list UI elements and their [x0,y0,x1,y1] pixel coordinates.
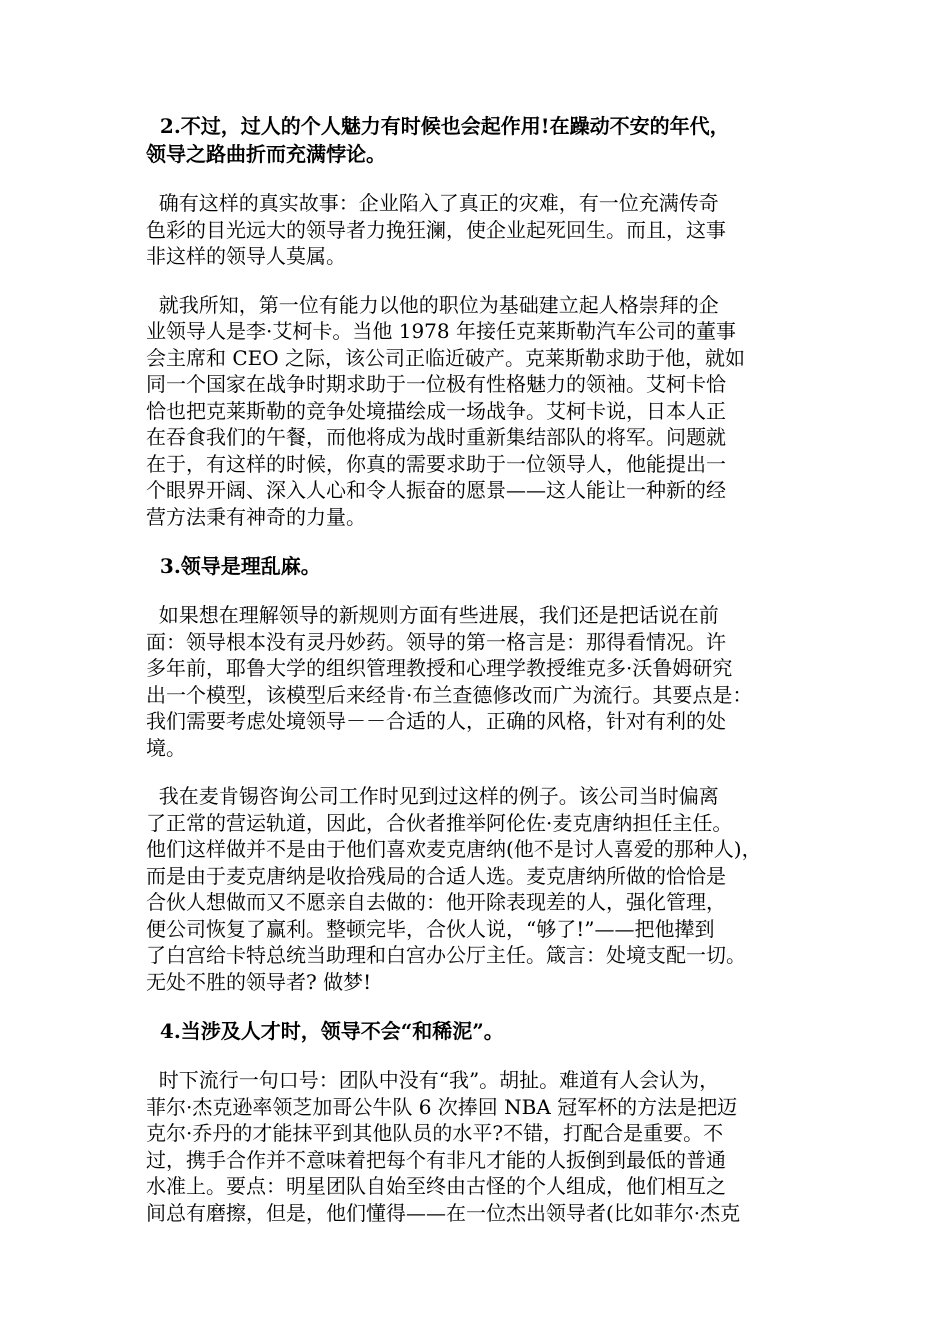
paragraph-line: 如果想在理解领导的新规则方面有些进展，我们还是把话说在前 [146,603,719,627]
paragraph-line: 了白宫给卡特总统当助理和白宫办公厅主任。箴言：处境支配一切。 [146,943,746,967]
paragraph-line: 了正常的营运轨道，因此，合伙者推举阿伦佐·麦克唐纳担任主任。 [146,810,733,835]
section-heading-4 [146,1017,826,1045]
heading-line: 3.领导是理乱麻。 [146,554,321,578]
paragraph-line: 出一个模型，该模型后来经肯·布兰查德修改而广为流行。其要点是： [146,682,753,707]
paragraph-line: 便公司恢复了赢利。整顿完毕，合伙人说，“够了!”——把他撵到 [146,916,715,941]
paragraph-line: 合伙人想做而又不愿亲自去做的：他开除表现差的人，强化管理， [146,890,726,914]
paragraph-line: 水准上。要点：明星团队自始至终由古怪的个人组成，他们相互之 [146,1174,726,1198]
paragraph-line: 菲尔·杰克逊率领芝加哥公牛队 6 次捧回 NBA 冠军杯的方法是把迈 [146,1094,738,1119]
section-heading-2 [146,112,826,168]
paragraph-line: 境。 [146,735,186,760]
paragraph-line: 过，携手合作并不意味着把每个有非凡才能的人扳倒到最低的普通 [146,1147,726,1172]
paragraph-line: 我在麦肯锡咨询公司工作时见到过这样的例子。该公司当时偏离 [146,784,719,808]
heading-line: 4.当涉及人才时，领导不会“和稀泥”。 [146,1019,504,1043]
paragraph-line: 恰也把克莱斯勒的竞争处境描绘成一场战争。艾柯卡说，日本人正 [146,398,726,423]
paragraph [146,783,826,995]
paragraph-line: 而是由于麦克唐纳是收拾残局的合适人选。麦克唐纳所做的恰恰是 [146,863,726,888]
paragraph-line: 确有这样的真实故事：企业陷入了真正的灾难，有一位充满传奇 [146,191,719,215]
paragraph [146,1067,826,1226]
paragraph-line: 业领导人是李·艾柯卡。当他 1978 年接任克莱斯勒汽车公司的董事 [146,319,736,343]
paragraph [146,602,826,761]
paragraph [146,292,826,531]
paragraph-line: 我们需要考虑处境领导－－合适的人，正确的风格，针对有利的处 [146,709,726,733]
paragraph-line: 多年前，耶鲁大学的组织管理教授和心理学教授维克多·沃鲁姆研究 [146,656,733,680]
heading-line: 领导之路曲折而充满悖论。 [146,142,386,166]
paragraph-line: 无处不胜的领导者? 做梦! [146,969,372,994]
paragraph-line: 在于，有这样的时候，你真的需要求助于一位领导人，他能提出一 [146,451,726,476]
paragraph-line: 克尔·乔丹的才能抹平到其他队员的水平?不错，打配合是重要。不 [146,1121,724,1145]
paragraph-line: 非这样的领导人莫属。 [146,244,346,268]
document-body [146,112,826,1248]
section-heading-3 [146,552,826,580]
heading-line: 2.不过，过人的个人魅力有时候也会起作用!在躁动不安的年代， [146,114,730,138]
paragraph-line: 在吞食我们的午餐，而他将成为战时重新集结部队的将军。问题就 [146,425,726,449]
paragraph-line: 时下流行一句口号：团队中没有“我”。胡扯。难道有人会认为， [146,1068,720,1092]
paragraph-line: 面：领导根本没有灵丹妙药。领导的第一格言是：那得看情况。许 [146,629,726,654]
paragraph-line: 个眼界开阔、深入人心和令人振奋的愿景——这人能让一种新的经 [146,478,726,502]
paragraph-line: 间总有磨擦，但是，他们懂得——在一位杰出领导者(比如菲尔·杰克 [146,1200,741,1225]
paragraph-line: 营方法秉有神奇的力量。 [146,504,366,529]
paragraph-line: 色彩的目光远大的领导者力挽狂澜，使企业起死回生。而且，这事 [146,217,726,242]
paragraph-line: 就我所知，第一位有能力以他的职位为基础建立起人格崇拜的企 [146,292,719,317]
paragraph-line: 他们这样做并不是由于他们喜欢麦克唐纳(他不是讨人喜爱的那种人)， [146,837,762,861]
paragraph-line: 同一个国家在战争时期求助于一位极有性格魅力的领袖。艾柯卡恰 [146,372,726,396]
paragraph [146,190,826,270]
paragraph-line: 会主席和 CEO 之际，该公司正临近破产。克莱斯勒求助于他，就如 [146,345,746,370]
